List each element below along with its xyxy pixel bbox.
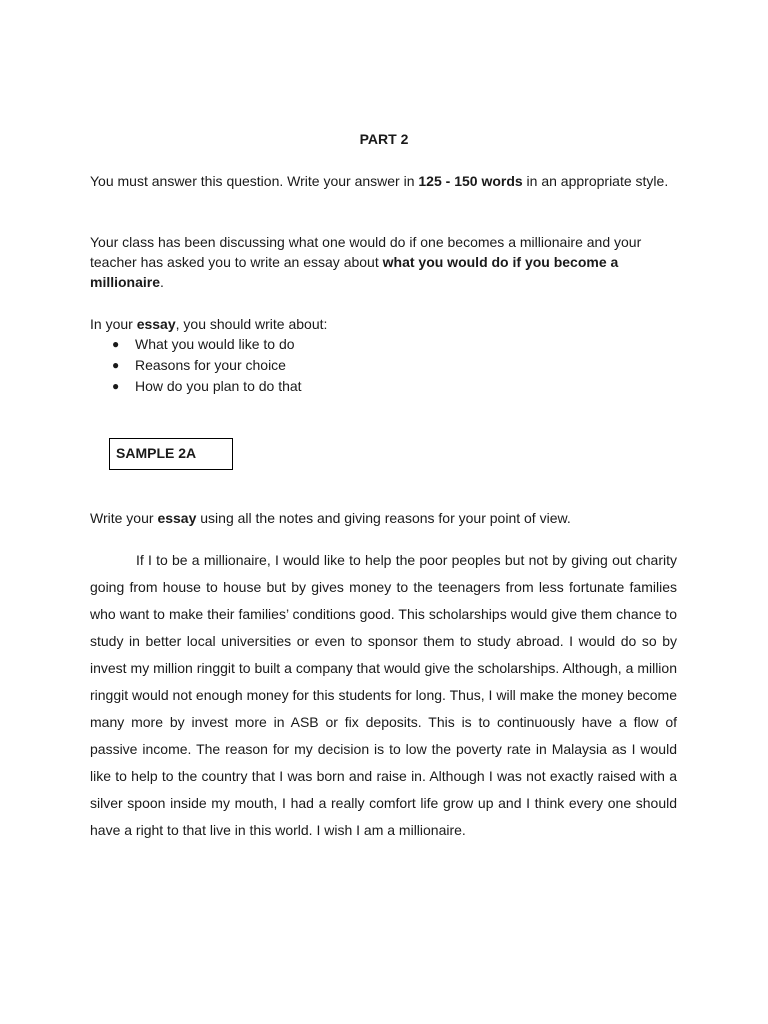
- write-prompt-keyword: essay: [157, 510, 197, 526]
- essay-body: If I to be a millionaire, I would like to help the poor peoples but not by giving out charity going from house to house but by gives money to the teenagers from less fortunate families who want to make their families’ conditions good. This scholarships would give them chance to study in better local universities or even to sponsor them to study abroad. I would do so by invest my million ringgit to built a company that would give the scholarships. Although, a million ringgit would not enough money for this students for long. Thus, I will make the money become many more by invest more in ASB or fix deposits. This is to continuously have a flow of passive income. The reason for my decision is to low the poverty rate in Malaysia as I would like to help to the country that I was born and raise in. Although I was not exactly raised with a silver spoon inside my mouth, I had a really comfort life grow up and I think every one should have a right to that live in this world. I wish I am a millionaire.: [90, 552, 677, 838]
- write-prompt-end: using all the notes and giving reasons for your point of view.: [196, 510, 571, 526]
- page-title: PART 2: [359, 131, 409, 147]
- write-prompt-paragraph: [90, 508, 680, 528]
- instructions-text-start: You must answer this question. Write your answer in: [90, 173, 419, 189]
- intro-text-end: , you should write about:: [175, 316, 328, 332]
- list-item: [112, 355, 302, 376]
- bullet-icon: ●: [112, 337, 120, 351]
- points-list: [112, 334, 302, 397]
- instructions-paragraph: [90, 171, 680, 191]
- write-prompt-start: Write your: [90, 510, 158, 526]
- list-item-text: Reasons for your choice: [135, 357, 286, 373]
- intro-paragraph: [90, 314, 680, 334]
- intro-keyword: essay: [136, 316, 176, 332]
- essay-topic: what you would do if you become a millionaire: [90, 254, 619, 290]
- instructions-text-end: in an appropriate style.: [522, 173, 669, 189]
- context-paragraph: [90, 232, 680, 292]
- intro-text-start: In your: [90, 316, 137, 332]
- bullet-icon: ●: [112, 379, 120, 393]
- sample-label: SAMPLE 2A: [116, 445, 197, 461]
- list-item-text: What you would like to do: [135, 336, 295, 352]
- context-text-end: .: [160, 274, 164, 290]
- list-item: [112, 376, 302, 397]
- list-item-text: How do you plan to do that: [135, 378, 302, 394]
- bullet-icon: ●: [112, 358, 120, 372]
- word-range: 125 - 150 words: [418, 173, 523, 189]
- sample-label-box: [109, 438, 233, 470]
- list-item: [112, 334, 302, 355]
- context-text-start: Your class has been discussing what one would do if one becomes a millionaire and your teacher has asked you to write an essay about: [90, 234, 642, 270]
